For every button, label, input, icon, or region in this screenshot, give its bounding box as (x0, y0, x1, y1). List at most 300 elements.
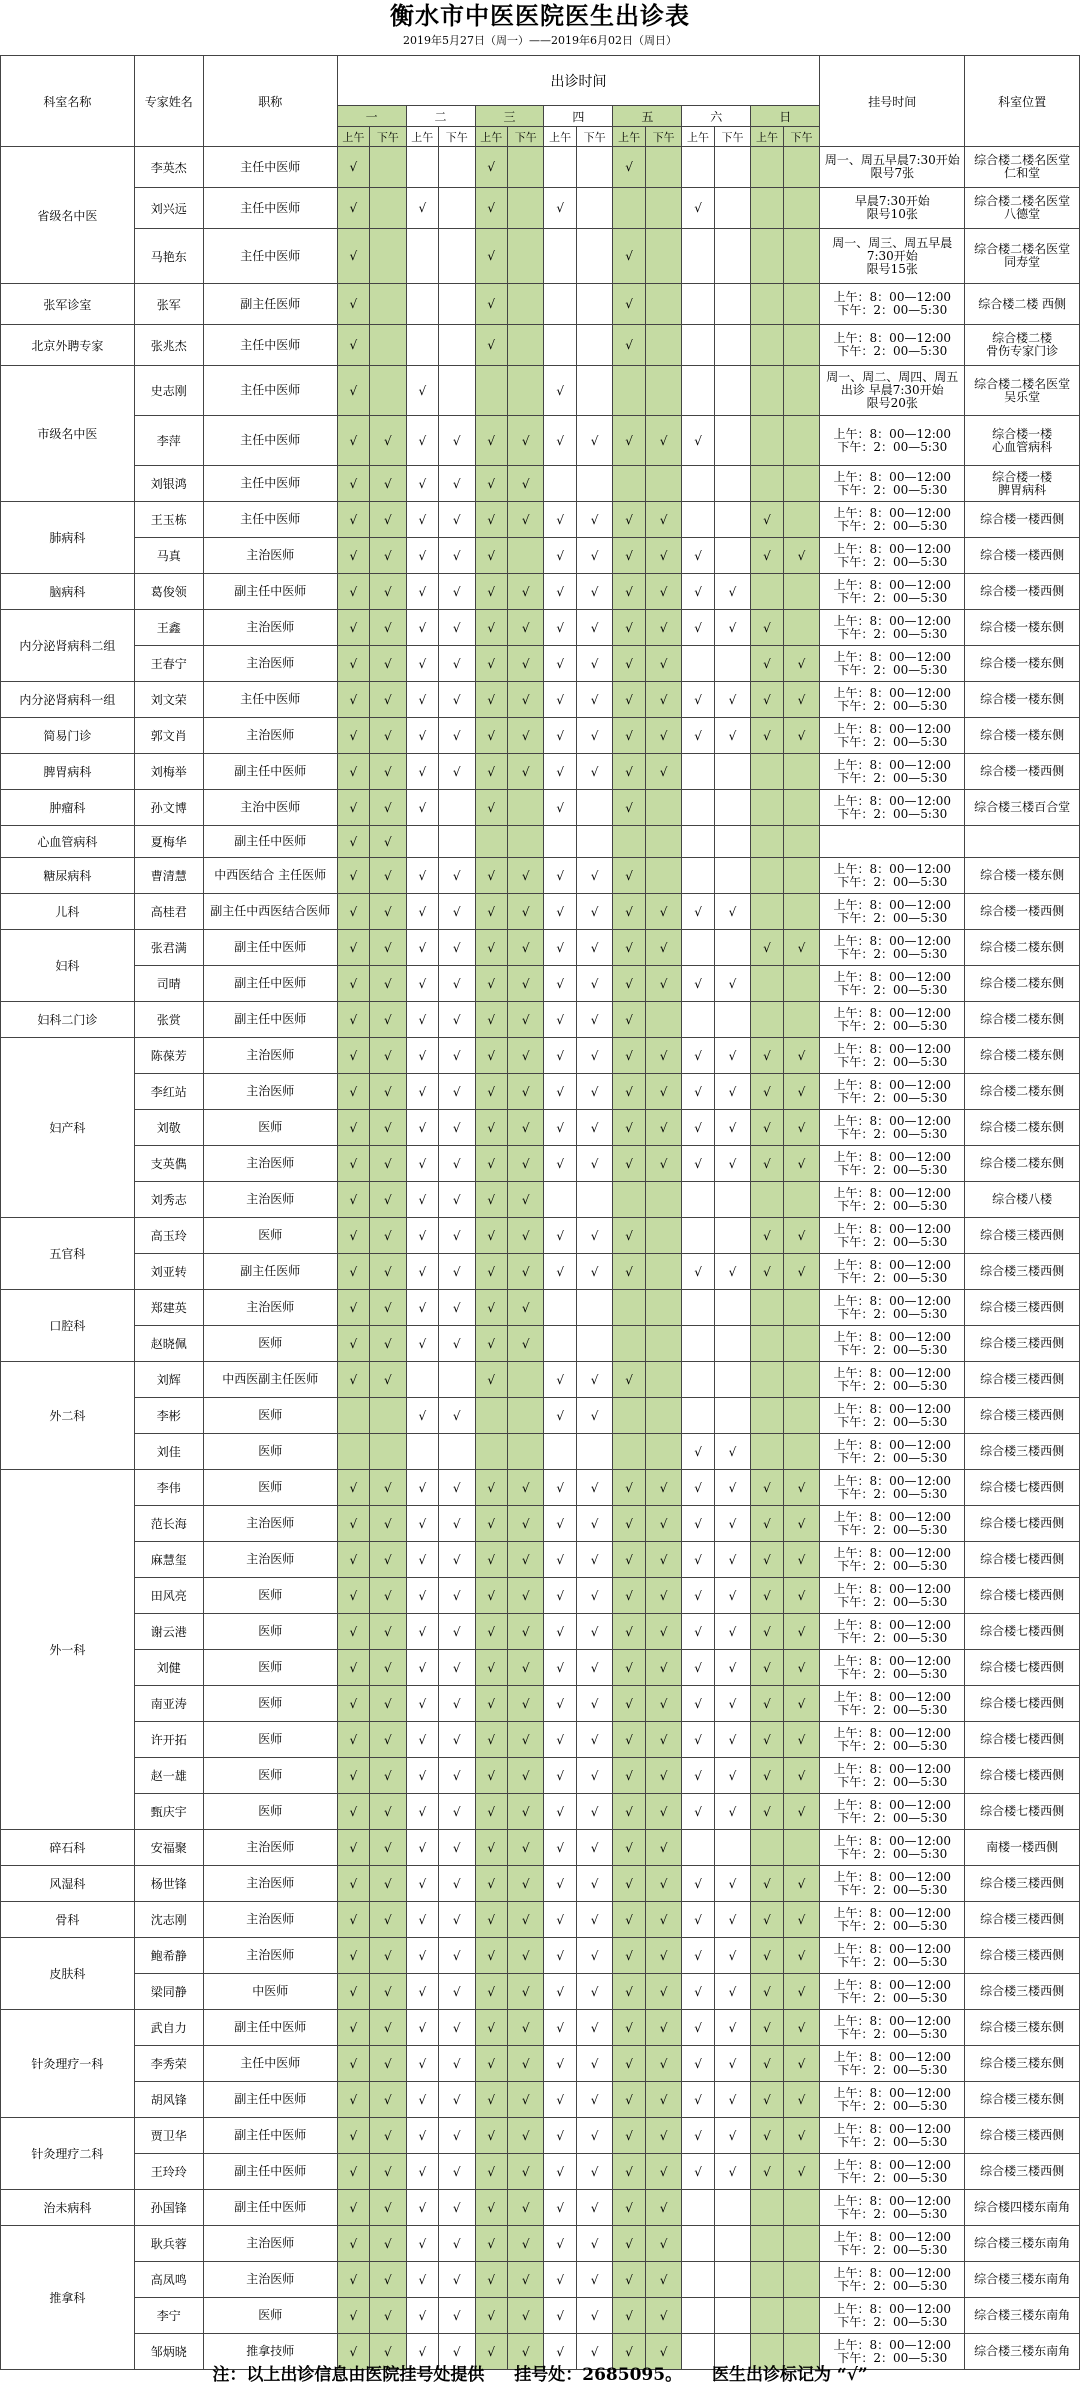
check-mark: √ (452, 548, 461, 563)
session-cell (783, 325, 820, 366)
session-cell (682, 1542, 714, 1578)
session-cell (406, 325, 438, 366)
session-cell (576, 1110, 613, 1146)
session-cell (406, 1074, 438, 1110)
table-row (1, 1326, 1080, 1362)
session-cell (406, 1974, 438, 2010)
registration-time-cell (820, 2082, 965, 2118)
session-cell (406, 1650, 438, 1686)
rank-cell: 副主任医师 (203, 284, 337, 325)
session-cell (475, 1002, 507, 1038)
session-cell (337, 188, 369, 229)
doctor-name-cell: 王玲玲 (134, 2154, 203, 2190)
check-mark: √ (625, 1552, 633, 1567)
col-header-doctor: 专家姓名 (134, 56, 203, 147)
registration-line: 下午：2：00—5:30 (837, 910, 948, 925)
session-cell (439, 2190, 476, 2226)
session-cell (682, 2010, 714, 2046)
check-mark: √ (487, 620, 496, 635)
check-mark: √ (728, 1984, 737, 1999)
session-cell (751, 1470, 783, 1506)
check-mark: √ (418, 656, 427, 671)
check-mark: √ (349, 1228, 358, 1243)
session-cell (714, 1218, 751, 1254)
session-cell (751, 1254, 783, 1290)
check-mark: √ (728, 1876, 737, 1891)
rank-cell: 副主任中医师 (203, 754, 337, 790)
session-cell (751, 2118, 783, 2154)
location-cell (965, 930, 1080, 966)
check-mark: √ (556, 656, 564, 671)
session-cell (406, 1002, 438, 1038)
location-line: 综合楼二楼东侧 (980, 1084, 1065, 1098)
check-mark: √ (418, 2236, 427, 2251)
session-cell (645, 1830, 682, 1866)
session-cell (544, 1398, 576, 1434)
session-cell (507, 1974, 544, 2010)
session-cell (475, 1974, 507, 2010)
check-mark: √ (383, 2200, 392, 2215)
registration-line: 下午：2：00—5:30 (837, 626, 948, 641)
session-cell (682, 538, 714, 574)
session-cell (406, 1290, 438, 1326)
registration-line: 上午：8：00—12:00 (833, 1689, 952, 1704)
registration-line: 周一、周三、周五早晨 (832, 235, 953, 250)
session-cell (751, 2262, 783, 2298)
session-cell (370, 466, 407, 502)
check-mark: √ (590, 1588, 599, 1603)
registration-line: 上午：8：00—12:00 (833, 1797, 952, 1812)
check-mark: √ (728, 2056, 737, 2071)
doctor-name-cell: 刘秀志 (134, 1182, 203, 1218)
check-mark: √ (349, 1300, 358, 1315)
check-mark: √ (590, 1408, 599, 1423)
session-cell (613, 1578, 645, 1614)
check-mark: √ (349, 1264, 358, 1279)
session-cell (337, 416, 369, 466)
check-mark: √ (590, 2236, 599, 2251)
check-mark: √ (556, 2020, 564, 2035)
check-mark: √ (349, 1876, 358, 1891)
registration-line: 下午：2：00—5:30 (837, 946, 948, 961)
session-cell (714, 2010, 751, 2046)
session-cell (439, 325, 476, 366)
session-cell (751, 1074, 783, 1110)
session-cell (370, 502, 407, 538)
check-mark: √ (556, 692, 564, 707)
check-mark: √ (625, 1876, 633, 1891)
session-cell (337, 1722, 369, 1758)
session-cell (507, 610, 544, 646)
session-cell (544, 2010, 576, 2046)
registration-time-cell (820, 930, 965, 966)
session-cell (337, 1290, 369, 1326)
check-mark: √ (383, 764, 392, 779)
session-cell (576, 1002, 613, 1038)
rank-cell: 主任中医师 (203, 229, 337, 284)
session-cell (370, 2010, 407, 2046)
check-mark: √ (763, 1084, 771, 1099)
registration-line: 下午：2：00—5:30 (837, 1990, 948, 2005)
check-mark: √ (418, 976, 427, 991)
check-mark: √ (694, 2056, 702, 2071)
session-cell (406, 2082, 438, 2118)
session-cell (783, 966, 820, 1002)
check-mark: √ (659, 1588, 668, 1603)
check-mark: √ (521, 1768, 530, 1783)
table-row (1, 1686, 1080, 1722)
location-line: 综合楼七楼西侧 (980, 1696, 1065, 1710)
session-cell (645, 2298, 682, 2334)
check-mark: √ (521, 1840, 530, 1855)
session-cell (337, 2226, 369, 2262)
session-cell (406, 966, 438, 1002)
session-cell (475, 325, 507, 366)
check-mark: √ (659, 1804, 668, 1819)
session-cell (544, 1902, 576, 1938)
session-cell (576, 147, 613, 188)
check-mark: √ (349, 548, 358, 563)
check-mark: √ (590, 1264, 599, 1279)
session-cell (645, 2010, 682, 2046)
session-cell (475, 966, 507, 1002)
session-cell (475, 2190, 507, 2226)
check-mark: √ (487, 800, 496, 815)
check-mark: √ (383, 2128, 392, 2143)
session-cell (714, 1110, 751, 1146)
check-mark: √ (625, 656, 633, 671)
check-mark: √ (349, 1840, 358, 1855)
session-cell (475, 718, 507, 754)
doctor-name-cell: 张赏 (134, 1002, 203, 1038)
check-mark: √ (521, 2308, 530, 2323)
registration-line: 上午：8：00—12:00 (833, 1725, 952, 1740)
session-cell (645, 682, 682, 718)
check-mark: √ (556, 2200, 564, 2215)
doctor-name-cell: 张军 (134, 284, 203, 325)
registration-line: 限号15张 (866, 261, 918, 276)
session-cell (783, 147, 820, 188)
registration-time-cell (820, 1326, 965, 1362)
location-line: 综合楼三楼东侧 (980, 2020, 1065, 2034)
session-cell (576, 466, 613, 502)
check-mark: √ (487, 1480, 496, 1495)
location-cell (965, 790, 1080, 826)
session-cell (576, 1758, 613, 1794)
registration-line: 上午：8：00—12:00 (833, 331, 952, 345)
registration-line: 上午：8：00—12:00 (833, 649, 952, 664)
registration-time-cell (820, 416, 965, 466)
session-cell (645, 1506, 682, 1542)
registration-line: 下午：2：00—5:30 (837, 1378, 948, 1393)
session-cell (337, 1470, 369, 1506)
registration-time-cell (820, 826, 965, 858)
check-mark: √ (383, 1228, 392, 1243)
location-line: 吴乐堂 (1004, 389, 1041, 404)
check-mark: √ (694, 1588, 702, 1603)
session-cell (475, 1866, 507, 1902)
check-mark: √ (452, 904, 461, 919)
location-cell (965, 718, 1080, 754)
table-row (1, 858, 1080, 894)
check-mark: √ (487, 433, 496, 448)
session-cell (613, 610, 645, 646)
registration-time-cell (820, 1074, 965, 1110)
department-cell: 简易门诊 (1, 718, 135, 754)
check-mark: √ (797, 1228, 806, 1243)
session-cell (613, 1614, 645, 1650)
session-cell (613, 1758, 645, 1794)
location-line: 综合楼三楼西侧 (980, 1444, 1065, 1458)
check-mark: √ (556, 2308, 564, 2323)
day-header: 五 (613, 106, 682, 127)
session-cell (783, 1038, 820, 1074)
check-mark: √ (521, 1516, 530, 1531)
check-mark: √ (763, 1048, 771, 1063)
rank-cell: 主任中医师 (203, 366, 337, 416)
session-cell (751, 610, 783, 646)
rank-cell: 主治医师 (203, 1866, 337, 1902)
check-mark: √ (763, 1480, 771, 1495)
location-cell (965, 1074, 1080, 1110)
session-cell (645, 147, 682, 188)
department-cell: 张军诊室 (1, 284, 135, 325)
location-cell (965, 1470, 1080, 1506)
session-cell (370, 2226, 407, 2262)
session-cell (783, 858, 820, 894)
rank-cell: 主治医师 (203, 1902, 337, 1938)
session-cell (507, 1650, 544, 1686)
session-cell (439, 1902, 476, 1938)
session-cell (783, 2010, 820, 2046)
session-cell (370, 1794, 407, 1830)
check-mark: √ (590, 1552, 599, 1567)
session-cell (714, 1542, 751, 1578)
session-cell (576, 325, 613, 366)
session-cell (507, 574, 544, 610)
session-cell (714, 2226, 751, 2262)
registration-time-cell (820, 1974, 965, 2010)
check-mark: √ (418, 2128, 427, 2143)
session-cell (682, 1650, 714, 1686)
department-cell: 内分泌肾病科一组 (1, 682, 135, 718)
check-mark: √ (625, 800, 633, 815)
session-cell (406, 1758, 438, 1794)
location-cell (965, 284, 1080, 325)
check-mark: √ (383, 1336, 392, 1351)
check-mark: √ (590, 2092, 599, 2107)
check-mark: √ (418, 2200, 427, 2215)
location-line: 综合楼三楼西侧 (980, 1984, 1065, 1998)
session-cell (714, 1578, 751, 1614)
session-cell (544, 2226, 576, 2262)
session-cell (507, 1758, 544, 1794)
session-cell (370, 325, 407, 366)
table-row (1, 2262, 1080, 2298)
session-cell (576, 416, 613, 466)
registration-line: 下午：2：00—5:30 (837, 1558, 948, 1573)
check-mark: √ (418, 1048, 427, 1063)
check-mark: √ (694, 728, 702, 743)
session-cell (576, 1902, 613, 1938)
session-cell (783, 894, 820, 930)
session-cell (475, 2082, 507, 2118)
session-cell (507, 188, 544, 229)
session-cell (370, 1506, 407, 1542)
session-cell (714, 1830, 751, 1866)
check-mark: √ (556, 2344, 564, 2359)
check-mark: √ (487, 2164, 496, 2179)
session-cell (613, 1794, 645, 1830)
check-mark: √ (452, 620, 461, 635)
registration-line: 上午：8：00—12:00 (833, 1293, 952, 1308)
session-cell (370, 366, 407, 416)
check-mark: √ (659, 1516, 668, 1531)
session-cell (714, 2046, 751, 2082)
session-cell (613, 416, 645, 466)
session-cell (613, 1182, 645, 1218)
session-cell (439, 2298, 476, 2334)
registration-time-cell (820, 1254, 965, 1290)
session-cell (507, 1794, 544, 1830)
session-cell (682, 682, 714, 718)
department-cell: 妇产科 (1, 1038, 135, 1218)
location-cell (965, 1146, 1080, 1182)
check-mark: √ (349, 868, 358, 883)
department-cell: 五官科 (1, 1218, 135, 1290)
check-mark: √ (349, 1552, 358, 1567)
registration-line: 上午：8：00—12:00 (833, 1221, 952, 1236)
session-cell (337, 2154, 369, 2190)
check-mark: √ (797, 1624, 806, 1639)
session-cell (645, 1578, 682, 1614)
session-cell (576, 1074, 613, 1110)
session-cell (370, 1398, 407, 1434)
session-cell (475, 1470, 507, 1506)
session-cell (576, 894, 613, 930)
session-cell (507, 1254, 544, 1290)
session-cell (439, 1290, 476, 1326)
check-mark: √ (418, 620, 427, 635)
check-mark: √ (418, 1768, 427, 1783)
location-line: 综合楼三楼东侧 (980, 2092, 1065, 2106)
registration-line: 上午：8：00—12:00 (833, 1257, 952, 1272)
session-cell (613, 366, 645, 416)
registration-time-cell (820, 1434, 965, 1470)
check-mark: √ (383, 1660, 392, 1675)
doctor-name-cell: 李萍 (134, 416, 203, 466)
session-cell (370, 1002, 407, 1038)
session-cell (714, 1506, 751, 1542)
session-cell (507, 1830, 544, 1866)
check-mark: √ (418, 1012, 427, 1027)
session-cell (613, 1722, 645, 1758)
session-cell (406, 1542, 438, 1578)
check-mark: √ (694, 1264, 702, 1279)
rank-cell: 医师 (203, 1686, 337, 1722)
session-cell (337, 826, 369, 858)
rank-cell: 医师 (203, 2298, 337, 2334)
session-cell (682, 1686, 714, 1722)
check-mark: √ (694, 904, 702, 919)
day-header: 一 (337, 106, 406, 127)
rank-cell: 医师 (203, 1110, 337, 1146)
session-cell (507, 1218, 544, 1254)
session-cell (783, 1074, 820, 1110)
session-cell (682, 1506, 714, 1542)
check-mark: √ (556, 1912, 564, 1927)
registration-line: 下午：2：00—5:30 (837, 698, 948, 713)
session-cell (439, 284, 476, 325)
check-mark: √ (763, 1948, 771, 1963)
table-row (1, 2154, 1080, 2190)
location-line: 综合楼二楼东侧 (980, 1120, 1065, 1134)
check-mark: √ (659, 1840, 668, 1855)
check-mark: √ (521, 2344, 530, 2359)
date-range: 2019年5月27日（周一）——2019年6月02日（周日） (403, 34, 677, 47)
check-mark: √ (487, 1048, 496, 1063)
rank-cell: 主治医师 (203, 1506, 337, 1542)
session-cell (337, 1830, 369, 1866)
session-cell (682, 1362, 714, 1398)
session-cell (337, 646, 369, 682)
check-mark: √ (383, 1516, 392, 1531)
session-cell (544, 1830, 576, 1866)
check-mark: √ (728, 728, 737, 743)
session-cell (645, 1866, 682, 1902)
session-cell (714, 1758, 751, 1794)
check-mark: √ (521, 1732, 530, 1747)
check-mark: √ (487, 1300, 496, 1315)
session-cell (576, 1254, 613, 1290)
check-mark: √ (349, 904, 358, 919)
table-row (1, 1830, 1080, 1866)
doctor-name-cell: 李伟 (134, 1470, 203, 1506)
session-cell (406, 2010, 438, 2046)
location-line: 综合楼一楼西侧 (980, 584, 1065, 598)
session-cell (507, 2262, 544, 2298)
session-cell (645, 2190, 682, 2226)
check-mark: √ (521, 2236, 530, 2251)
check-mark: √ (383, 1984, 392, 1999)
session-cell (783, 229, 820, 284)
session-cell (475, 1794, 507, 1830)
session-cell (370, 754, 407, 790)
check-mark: √ (556, 2272, 564, 2287)
check-mark: √ (590, 433, 599, 448)
department-cell: 心血管病科 (1, 826, 135, 858)
session-cell (406, 1506, 438, 1542)
registration-time-cell (820, 646, 965, 682)
check-mark: √ (487, 548, 496, 563)
session-cell (507, 1722, 544, 1758)
check-mark: √ (349, 834, 358, 849)
registration-line: 上午：8：00—12:00 (833, 969, 952, 984)
session-cell (475, 1254, 507, 1290)
session-cell (370, 1038, 407, 1074)
check-mark: √ (452, 476, 461, 491)
session-cell (475, 538, 507, 574)
registration-line: 下午：2：00—5:30 (837, 1234, 948, 1249)
check-mark: √ (452, 1732, 461, 1747)
session-cell (475, 1290, 507, 1326)
location-line: 综合楼三楼西侧 (980, 1912, 1065, 1926)
check-mark: √ (487, 1660, 496, 1675)
session-cell (576, 538, 613, 574)
registration-time-cell (820, 1686, 965, 1722)
session-cell (576, 1398, 613, 1434)
department-cell: 内分泌肾病科二组 (1, 610, 135, 682)
